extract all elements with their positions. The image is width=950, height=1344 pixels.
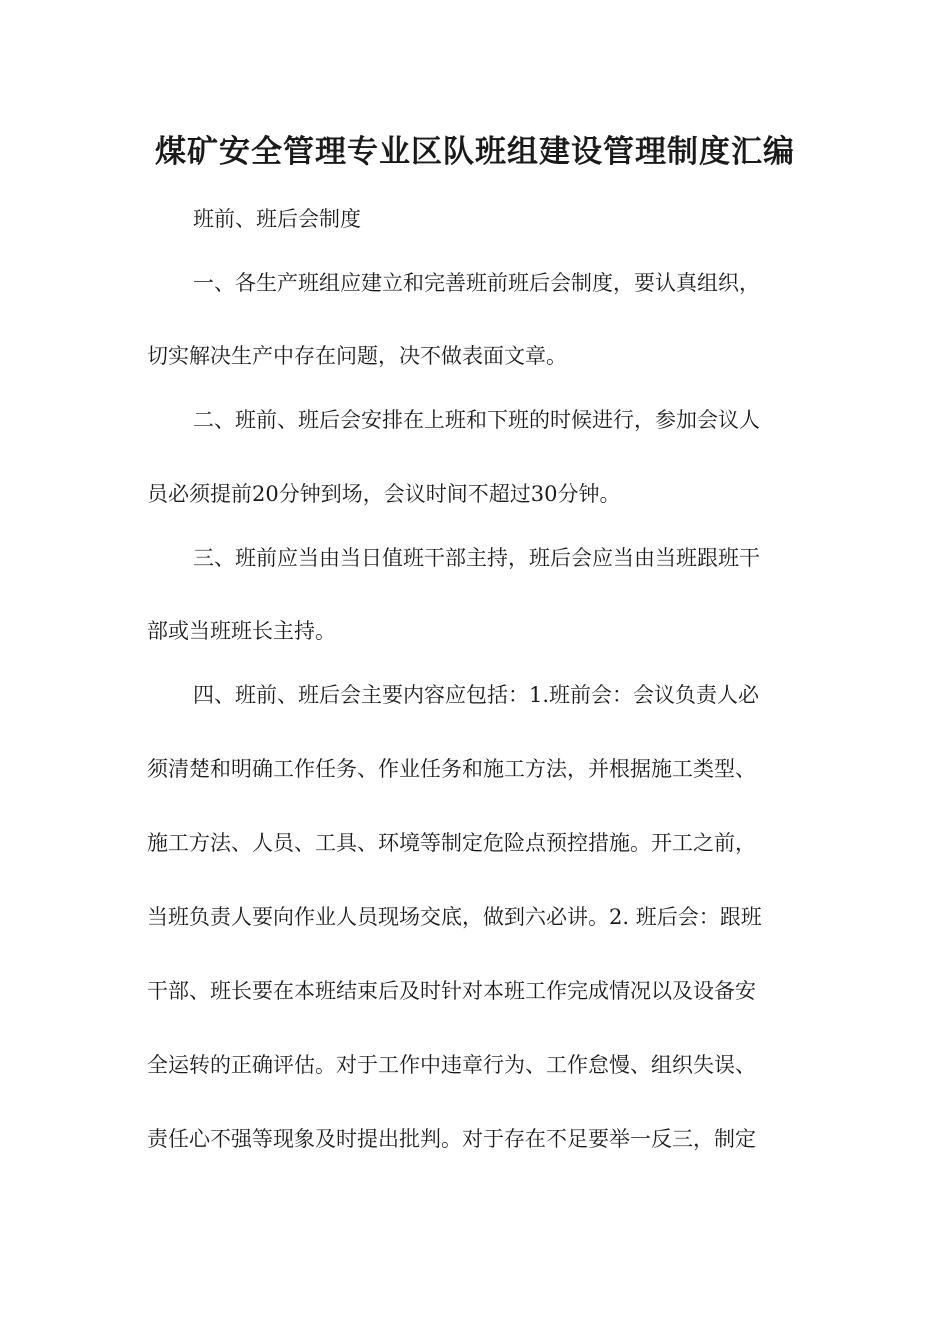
paragraph-line: 施工方法、人员、工具、环境等制定危险点预控措施。开工之前， [147,831,756,855]
paragraph-line: 全运转的正确评估。对于工作中违章行为、工作怠慢、组织失误、 [147,1053,756,1077]
paragraph-line: 一、各生产班组应建立和完善班前班后会制度，要认真组织， [193,271,760,295]
paragraph-line: 须清楚和明确工作任务、作业任务和施工方法，并根据施工类型、 [147,757,756,781]
paragraph-line: 当班负责人要向作业人员现场交底，做到六必讲。2. 班后会：跟班 [147,905,762,929]
paragraph-line: 二、班前、班后会安排在上班和下班的时候进行，参加会议人 [193,408,760,432]
paragraph-line: 干部、班长要在本班结束后及时针对本班工作完成情况以及设备安 [147,979,756,1003]
paragraph-line: 四、班前、班后会主要内容应包括：1.班前会：会议负责人必 [193,683,760,707]
paragraph-line: 责任心不强等现象及时提出批判。对于存在不足要举一反三，制定 [147,1127,756,1151]
paragraph-line: 三、班前应当由当日值班干部主持，班后会应当由当班跟班干 [193,546,760,570]
document-title: 煤矿安全管理专业区队班组建设管理制度汇编 [155,134,795,170]
paragraph-line: 员必须提前20分钟到场，会议时间不超过30分钟。 [147,482,621,506]
section-heading: 班前、班后会制度 [193,207,361,231]
paragraph-line: 部或当班班长主持。 [147,619,336,643]
paragraph-line: 切实解决生产中存在问题，决不做表面文章。 [147,344,567,368]
